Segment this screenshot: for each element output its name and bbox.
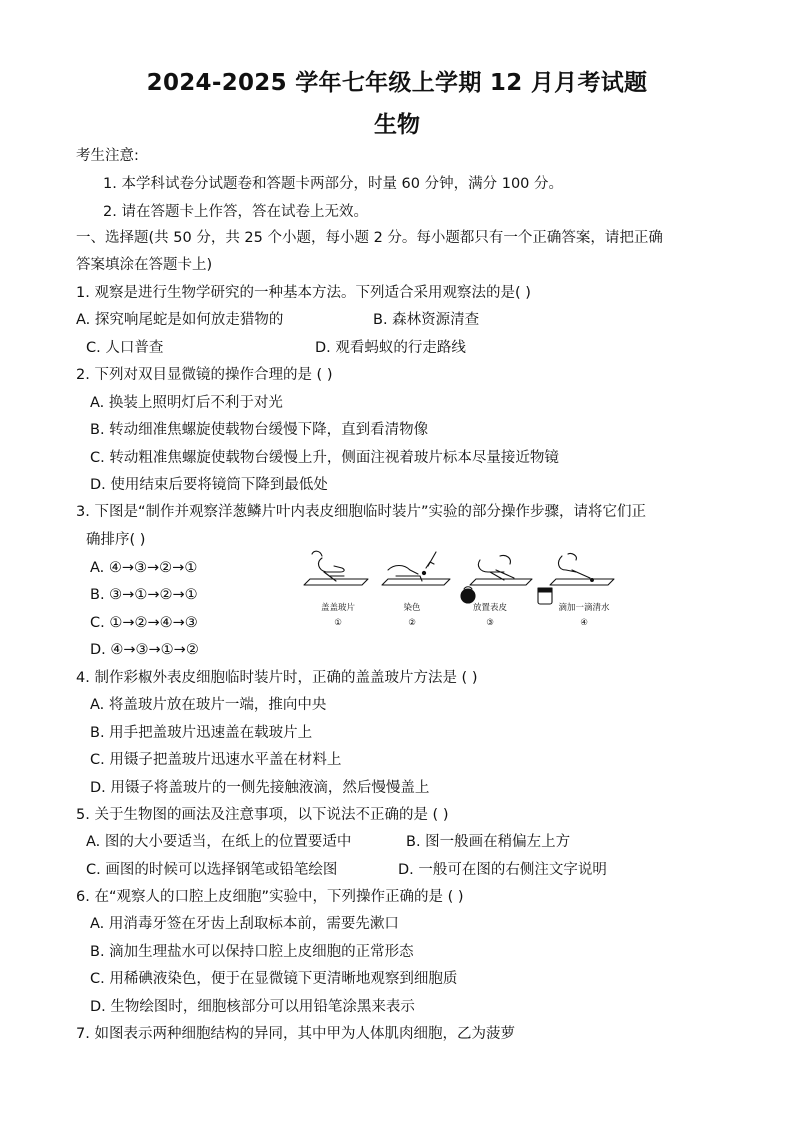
q6-stem: 6. 在“观察人的口腔上皮细胞”实验中，下列操作正确的是 ( ) (76, 889, 464, 905)
exam-title: 2024-2025 学年七年级上学期 12 月月考试题 (146, 70, 648, 96)
placing-epidermis-step-illustration (461, 555, 532, 603)
q2-option-c: C. 转动粗准焦螺旋使载物台缓慢上升，侧面注视着玻片标本尽量接近物镜 (90, 450, 559, 466)
q3-option-a: A. ④→③→②→① (90, 560, 198, 576)
caption-1-number: ① (334, 618, 342, 628)
notice-heading: 考生注意: (76, 148, 139, 164)
q4-option-b: B. 用手把盖玻片迅速盖在载玻片上 (90, 725, 313, 741)
q6-option-b: B. 滴加生理盐水可以保持口腔上皮细胞的正常形态 (90, 944, 414, 960)
section-heading-line-2: 答案填涂在答题卡上) (76, 257, 213, 273)
caption-2-number: ② (408, 618, 416, 628)
q5-option-b: B. 图一般画在稍偏左上方 (406, 834, 571, 850)
q2-stem: 2. 下列对双目显微镜的操作合理的是 ( ) (76, 367, 333, 383)
q4-option-a: A. 将盖玻片放在玻片一端，推向中央 (90, 697, 327, 713)
q3-option-d: D. ④→③→①→② (90, 642, 199, 658)
q1-option-c: C. 人口普查 (86, 340, 164, 356)
q2-option-d: D. 使用结束后要将镜筒下降到最低处 (90, 477, 328, 493)
caption-4-number: ④ (580, 618, 588, 628)
q2-option-a: A. 换装上照明灯后不利于对光 (90, 395, 283, 411)
q6-option-d: D. 生物绘图时，细胞核部分可以用铅笔涂黑来表示 (90, 999, 415, 1015)
exam-subject: 生物 (374, 112, 420, 138)
caption-4: 滴加一滴清水 (558, 603, 610, 613)
caption-1: 盖盖玻片 (320, 603, 356, 613)
q7-stem: 7. 如图表示两种细胞结构的异同，其中甲为人体肌肉细胞，乙为菠萝 (76, 1026, 515, 1042)
notice-item-1: 1. 本学科试卷分试题卷和答题卡两部分，时量 60 分钟，满分 100 分。 (103, 176, 564, 192)
caption-2: 染色 (403, 603, 421, 613)
staining-step-illustration (382, 552, 450, 585)
q4-stem: 4. 制作彩椒外表皮细胞临时装片时，正确的盖盖玻片方法是 ( ) (76, 670, 478, 686)
q6-option-c: C. 用稀碘液染色，便于在显微镜下更清晰地观察到细胞质 (90, 971, 458, 987)
q5-option-a: A. 图的大小要适当，在纸上的位置要适中 (86, 834, 352, 850)
q3-stem-line-2: 确排序( ) (86, 532, 146, 548)
caption-3: 放置表皮 (472, 603, 508, 613)
q6-option-a: A. 用消毒牙签在牙齿上刮取标本前，需要先漱口 (90, 916, 399, 932)
section-heading-line-1: 一、选择题(共 50 分，共 25 个小题，每小题 2 分。每小题都只有一个正确答案，请把正确 (76, 230, 663, 246)
q5-option-c: C. 画图的时候可以选择钢笔或铅笔绘图 (86, 862, 338, 878)
q4-option-d: D. 用镊子将盖玻片的一侧先接触液滴，然后慢慢盖上 (90, 780, 430, 796)
coverslip-step-illustration (304, 551, 368, 585)
q1-option-b: B. 森林资源清查 (373, 312, 480, 328)
q3-stem-line-1: 3. 下图是“制作并观察洋葱鳞片叶内表皮细胞临时装片”实验的部分操作步骤，请将它们正 (76, 504, 646, 520)
q1-stem: 1. 观察是进行生物学研究的一种基本方法。下列适合采用观察法的是( ) (76, 285, 531, 301)
q3-option-c: C. ①→②→④→③ (90, 615, 198, 631)
q5-stem: 5. 关于生物图的画法及注意事项，以下说法不正确的是 ( ) (76, 807, 449, 823)
q1-option-d: D. 观看蚂蚁的行走路线 (315, 340, 466, 356)
water-drop-step-illustration (538, 553, 614, 604)
q4-option-c: C. 用镊子把盖玻片迅速水平盖在材料上 (90, 752, 342, 768)
q5-option-d: D. 一般可在图的右侧注文字说明 (398, 862, 607, 878)
q3-option-b: B. ③→①→②→① (90, 587, 198, 603)
q3-procedure-figure (300, 548, 620, 630)
q2-option-b: B. 转动细准焦螺旋使载物台缓慢下降，直到看清物像 (90, 422, 429, 438)
notice-item-2: 2. 请在答题卡上作答，答在试卷上无效。 (103, 204, 368, 220)
q1-option-a: A. 探究响尾蛇是如何放走猎物的 (76, 312, 284, 328)
caption-3-number: ③ (486, 618, 494, 628)
